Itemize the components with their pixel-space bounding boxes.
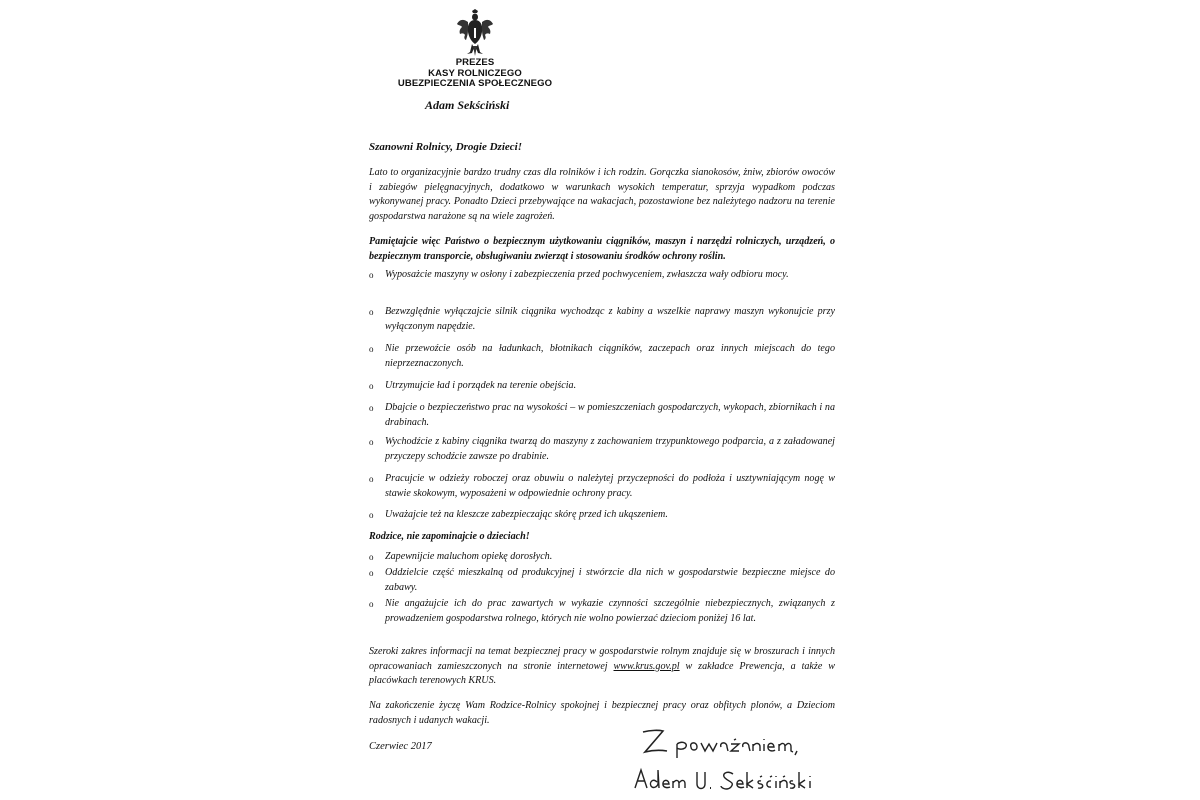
letter-date: Czerwiec 2017 xyxy=(369,741,432,752)
letter-page xyxy=(355,0,835,800)
list-item xyxy=(369,566,835,595)
list-item xyxy=(369,508,835,523)
office-title-line: KASY ROLNICZEGO xyxy=(428,67,522,79)
info-text: w zakładce Prewencja, a także w placówkach terenowych KRUS. xyxy=(369,660,835,686)
reminder-paragraph: Pamiętajcie więc Państwo o bezpiecznym użytkowaniu ciągników, maszyn i narzędzi rolniczych, urządzeń, o bezpiecznym transporcie, obsługiwaniu zwierząt i stosowaniu środków ochrony roślin. xyxy=(369,236,835,262)
office-title-line: UBEZPIECZENIA SPOŁECZNEGO xyxy=(397,78,553,89)
krus-website-link[interactable]: www.krus.gov.pl xyxy=(613,660,680,672)
list-item-text: Wyposażcie maszyny w osłony i zabezpieczenia przed pochwyceniem, zwłaszcza wały odbioru mocy. xyxy=(385,269,789,280)
handwritten-signature xyxy=(625,720,855,800)
office-title xyxy=(355,58,595,90)
president-name: Adam Sekściński xyxy=(425,98,510,112)
bullet-icon: o xyxy=(369,344,374,354)
list-item xyxy=(369,401,835,430)
list-item-text: Oddzielcie część mieszkalną od produkcyjnej i stwórzcie dla nich w gospodarstwie bezpieczne miejsce do zabawy. xyxy=(385,567,835,593)
bullet-icon: o xyxy=(369,474,374,484)
bullet-icon: o xyxy=(369,381,374,391)
list-item xyxy=(369,342,835,371)
list-item-text: Pracujcie w odzieży roboczej oraz obuwiu o należytej przyczepności do podłoża i usztywniającym nogę w stawie skokowym, wyposażeni w odpowiednie ochrony pracy. xyxy=(385,473,835,499)
list-item xyxy=(369,550,835,565)
info-text: Szeroki zakres informacji na temat bezpiecznej pracy w gospodarstwie rolnym znajduje się w broszurach i innych opracowaniach zamieszczonych na stronie internetowej xyxy=(369,646,835,672)
bullet-icon: o xyxy=(369,552,374,562)
parents-heading: Rodzice, nie zapominajcie o dzieciach! xyxy=(369,531,530,542)
list-item xyxy=(369,305,835,334)
closing-paragraph: Na zakończenie życzę Wam Rodzice-Rolnicy spokojnej i bezpiecznej pracy oraz obfitych plonów, a Dzieciom radosnych i udanych wakacji. xyxy=(369,700,835,726)
list-item-text: Bezwzględnie wyłączajcie silnik ciągnika wychodząc z kabiny a wszelkie naprawy maszyn wykonujcie przy wyłączonym napędzie. xyxy=(385,306,835,332)
list-item xyxy=(369,379,835,394)
list-item-text: Uważajcie też na kleszcze zabezpieczając skórę przed ich ukąszeniem. xyxy=(385,509,668,520)
list-item-text: Zapewnijcie maluchom opiekę dorosłych. xyxy=(385,551,553,562)
list-item-text: Utrzymujcie ład i porządek na terenie obejścia. xyxy=(385,380,577,391)
list-item xyxy=(369,597,835,626)
bullet-icon: o xyxy=(369,568,374,578)
bullet-icon: o xyxy=(369,403,374,413)
info-paragraph xyxy=(369,645,835,689)
letterhead xyxy=(355,8,595,90)
list-item-text: Nie angażujcie ich do prac zawartych w wykazie czynności szczególnie niebezpiecznych, związanych z prowadzeniem gospodarstwa rolnego, których nie wolno powierzać dzieciom poniżej 16 lat. xyxy=(385,598,835,624)
list-item xyxy=(369,268,835,283)
list-item-text: Wychodźcie z kabiny ciągnika twarzą do maszyny z zachowaniem trzypunktowego podparcia, a z załadowanej przyczepy schodźcie zawsze po drabinie. xyxy=(385,436,835,462)
polish-eagle-emblem-icon xyxy=(455,8,495,58)
office-title-line: PREZES xyxy=(455,57,495,68)
bullet-icon: o xyxy=(369,510,374,520)
intro-paragraph: Lato to organizacyjnie bardzo trudny czas dla rolników i ich rodzin. Gorączka sianokosów, żniw, zbiorów owoców i zabiegów pielęgnacyjnych, dodatkowo w warunkach wysokich temperatur, sprzyja wypadkom podczas wykonywanej pracy. Ponadto Dzieci przebywające na wakacjach, pozostawione bez należytego nadzoru na terenie gospodarstwa narażone są na wiele zagrożeń. xyxy=(369,167,835,222)
bullet-icon: o xyxy=(369,270,374,280)
bullet-icon: o xyxy=(369,307,374,317)
list-item-text: Dbajcie o bezpieczeństwo prac na wysokości – w pomieszczeniach gospodarczych, wykopach, zbiornikach i na drabinach. xyxy=(385,402,835,428)
list-item xyxy=(369,435,835,464)
list-item xyxy=(369,472,835,501)
bullet-icon: o xyxy=(369,599,374,609)
greeting: Szanowni Rolnicy, Drogie Dzieci! xyxy=(369,141,522,153)
bullet-icon: o xyxy=(369,437,374,447)
list-item-text: Nie przewoźcie osób na ładunkach, błotnikach ciągników, zaczepach oraz innych miejscach do tego nieprzeznaczonych. xyxy=(385,343,835,369)
